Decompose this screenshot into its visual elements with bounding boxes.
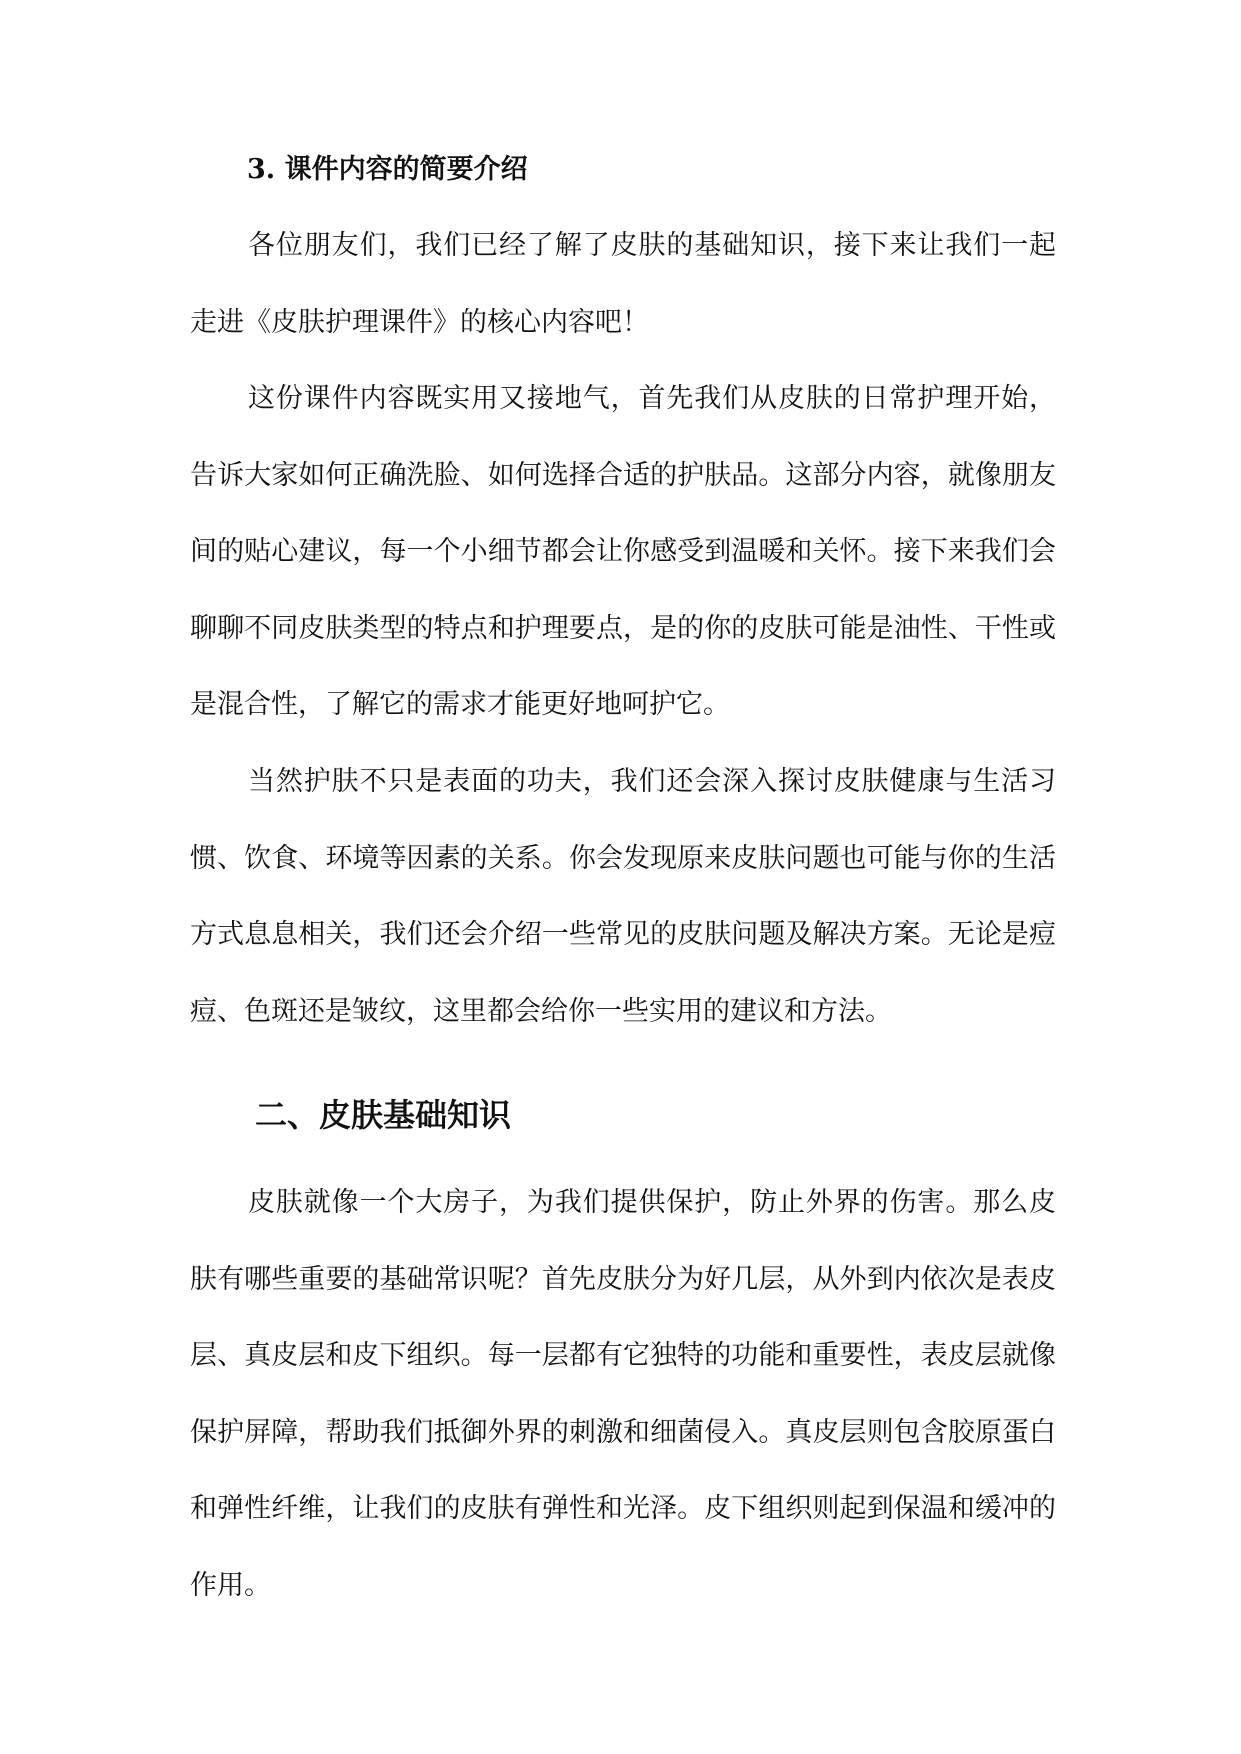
paragraph: 皮肤就像一个大房子，为我们提供保护，防止外界的伤害。那么皮肤有哪些重要的基础常识呢？首先皮肤分为好几层，从外到内依次是表皮层、真皮层和皮下组织。每一层都有它独特的功能和重要性，表皮层就像保护屏障，帮助我们抵御外界的刺激和细菌侵入。真皮层则包含胶原蛋白和弹性纤维，让我们的皮肤有弹性和光泽。皮下组织则起到保温和缓冲的作用。 [190, 1187, 1056, 1601]
paragraph: 各位朋友们，我们已经了解了皮肤的基础知识，接下来让我们一起走进《皮肤护理课件》的核心内容吧！ [190, 230, 1056, 338]
section-heading-skin-basics: 二、皮肤基础知识 [255, 1096, 512, 1134]
paragraph: 这份课件内容既实用又接地气，首先我们从皮肤的日常护理开始，告诉大家如何正确洗脸、如何选择合适的护肤品。这部分内容，就像朋友间的贴心建议，每一个小细节都会让你感受到温暖和关怀。接下来我们会聊聊不同皮肤类型的特点和护理要点，是的你的皮肤可能是油性、干性或是混合性，了解它的需求才能更好地呵护它。 [190, 383, 1056, 720]
paragraph: 当然护肤不只是表面的功夫，我们还会深入探讨皮肤健康与生活习惯、饮食、环境等因素的关系。你会发现原来皮肤问题也可能与你的生活方式息息相关，我们还会介绍一些常见的皮肤问题及解决方案。无论是痘痘、色斑还是皱纹，这里都会给你一些实用的建议和方法。 [190, 766, 1056, 1027]
section-heading-course-intro: 3. 课件内容的简要介绍 [247, 154, 528, 185]
